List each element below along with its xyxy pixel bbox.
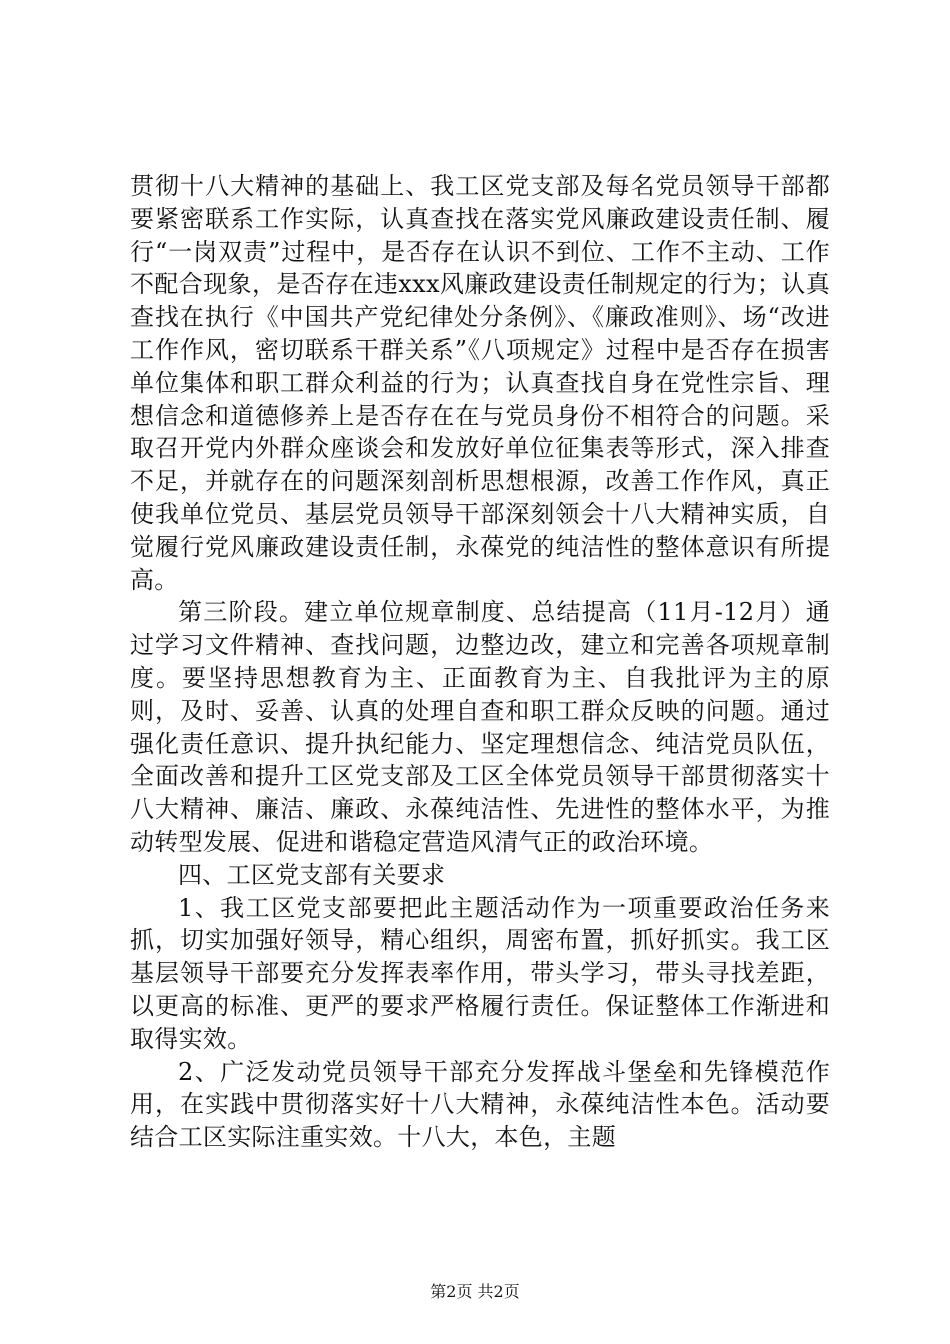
paragraph-self-inspection: 贯彻十八大精神的基础上、我工区党支部及每名党员领导干部都要紧密联系工作实际，认真查找在落实党风廉政建设责任制、履行“一岗双责”过程中，是否存在认识不到位、工作不主动、工作不配合现象，是否存在违xxx风廉政建设责任制规定的行为；认真查找在执行《中国共产党纪律处分条例》、《廉政准则》、场“改进工作作风，密切联系干群关系”《八项规定》过程中是否存在损害单位集体和职工群众利益的行为；认真查找自身在党性宗旨、理想信念和道德修养上是否存在在与党员身份不相符合的问题。采取召开党内外群众座谈会和发放好单位征集表等形式，深入排查不足，并就存在的问题深刻剖析思想根源，改善工作作风，真正使我单位党员、基层党员领导干部深刻领会十八大精神实质，自觉履行党风廉政建设责任制，永葆党的纯洁性的整体意识有所提高。 — [130, 172, 830, 594]
section-heading-requirements: 四、工区党支部有关要求 — [178, 860, 446, 889]
paragraph-requirement-2: 2、广泛发动党员领导干部充分发挥战斗堡垒和先锋模范作用，在实践中贯彻落实好十八大精神，永葆纯洁性本色。活动要结合工区实际注重实效。十八大，本色，主题 — [130, 1057, 830, 1152]
paragraph-requirement-1: 1、我工区党支部要把此主题活动作为一项重要政治任务来抓，切实加强好领导，精心组织，周密布置，抓好抓实。我工区基层领导干部要充分发挥表率作用，带头学习，带头寻找差距，以更高的标准、更严的要求严格履行责任。保证整体工作渐进和取得实效。 — [130, 893, 830, 1053]
paragraph-phase-three: 第三阶段。建立单位规章制度、总结提高（11月-12月）通过学习文件精神、查找问题，边整边改，建立和完善各项规章制度。要坚持思想教育为主、正面教育为主、自我批评为主的原则，及时、妥善、认真的处理自查和职工群众反映的问题。通过强化责任意识、提升执纪能力、坚定理想信念、纯洁党员队伍，全面改善和提升工区党支部及工区全体党员领导干部贯彻落实十八大精神、廉洁、廉政、永葆纯洁性、先进性的整体水平，为推动转型发展、促进和谐稳定营造风清气正的政治环境。 — [130, 598, 830, 856]
page-footer: 第2页 共2页 — [430, 1282, 520, 1301]
document-body — [130, 170, 830, 1154]
